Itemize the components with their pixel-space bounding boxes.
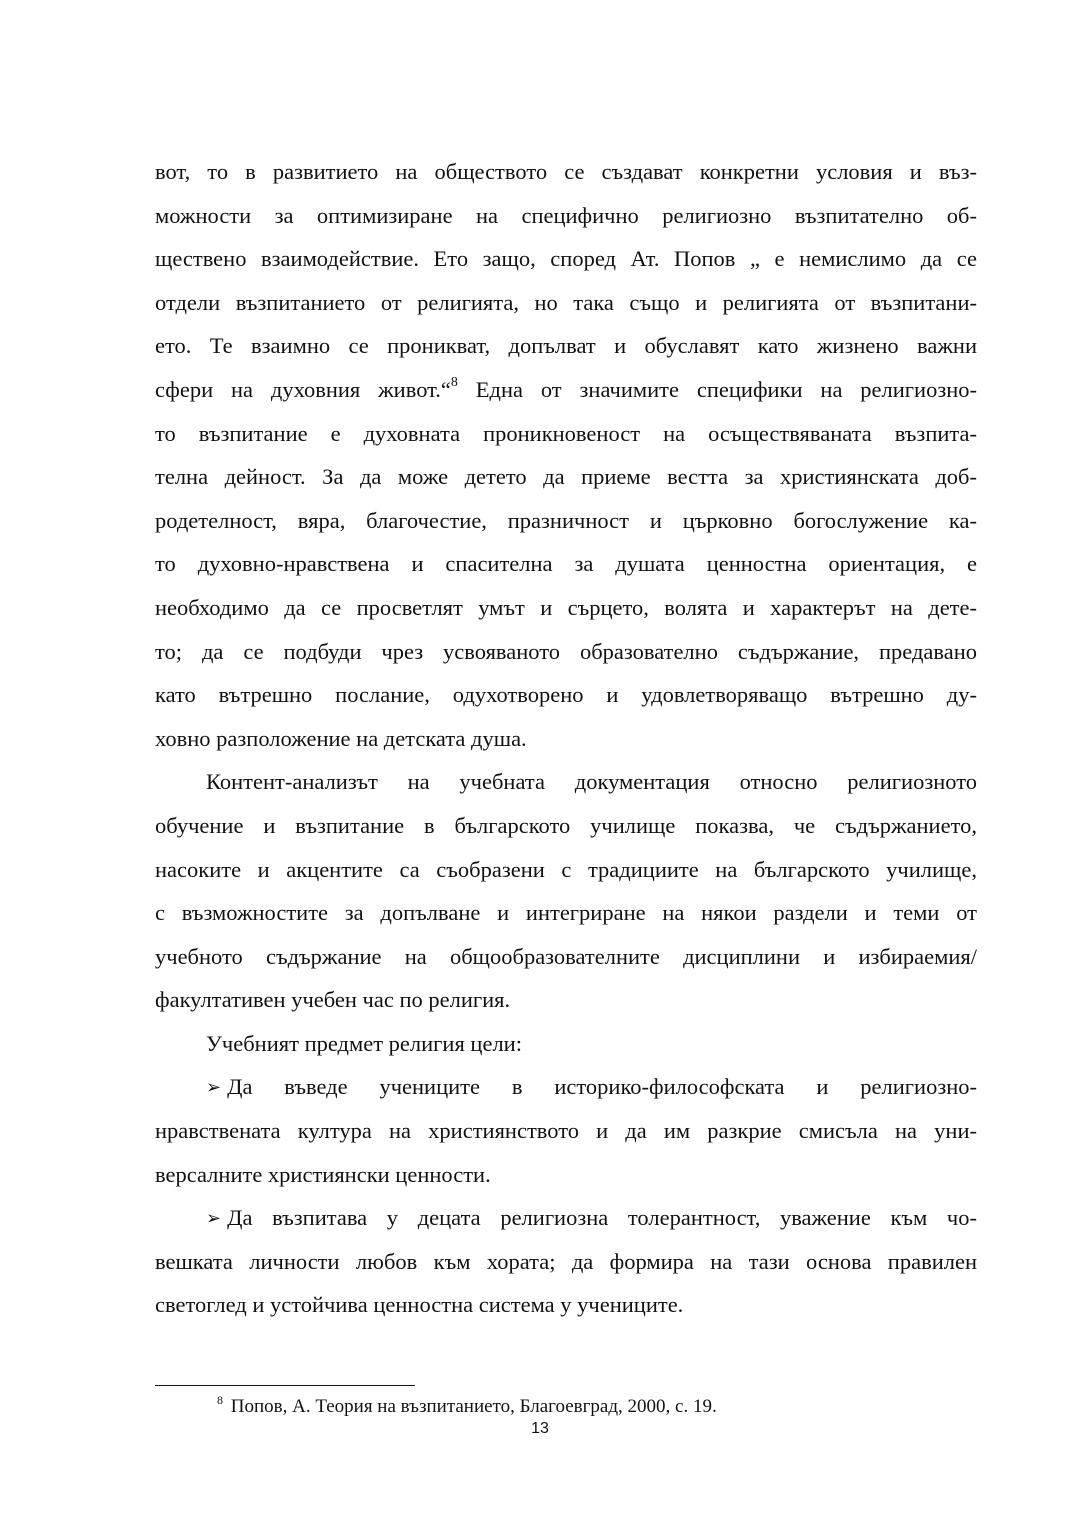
paragraph1-line-6 — [155, 368, 977, 412]
bullet-item-2-line-2: вешката личности любов към хората; да формира на тази основа правилен — [155, 1248, 977, 1274]
paragraph1-line-2: можности за оптимизиране на специфично религиозно възпитателно об- — [155, 202, 977, 228]
footnote — [217, 1394, 717, 1420]
paragraph2-line-2: обучение и възпитание в българското училище показва, че съдържанието, — [155, 812, 977, 838]
body-text — [155, 150, 977, 1327]
paragraph1-line-1: вот, то в развитието на обществото се създават конкретни условия и въз- — [155, 159, 977, 184]
footnote-text: Попов, А. Теория на възпитанието, Благоевград, 2000, с. 19. — [226, 1396, 717, 1417]
page-number: 13 — [531, 1420, 549, 1437]
paragraph1-line-5: ето. Те взаимно се проникват, допълват и обуславят като жизнено важни — [155, 333, 977, 359]
sentence-start-text: Една от значимите специфики на религиозно- — [457, 376, 977, 402]
paragraph1-line-3: ществено взаимодействие. Ето защо, според Ат. Попов „ е немислимо да се — [155, 246, 977, 272]
quote-end-text: сфери на духовния живот.“ — [155, 376, 451, 402]
paragraph1-line-11: необходимо да се просветлят умът и сърцето, волята и характерът на дете- — [155, 594, 977, 620]
paragraph1-line-10: то духовно-нравствена и спасителна за душата ценностна ориентация, е — [155, 551, 977, 577]
paragraph2-line-1: Контент-анализът на учебната документация относно религиозното — [206, 769, 977, 795]
paragraph3: Учебният предмет религия цели: — [206, 1030, 522, 1056]
bullet-item-1-line-3: версалните християнски ценности. — [155, 1161, 491, 1187]
paragraph1-line-14: ховно разположение на детската душа. — [155, 725, 527, 751]
paragraph1-line-13: като вътрешно послание, одухотворено и удовлетворяващо вътрешно ду- — [155, 682, 977, 708]
footnote-separator — [155, 1385, 415, 1386]
bullet-item-1-text: Да въведе учениците в историко-философската и религиозно- — [227, 1074, 977, 1100]
bullet-arrow-icon: ➢ — [206, 1208, 222, 1229]
bullet-item-2-line-1 — [155, 1196, 977, 1240]
bullet-arrow-icon: ➢ — [206, 1077, 222, 1098]
footnote-marker: 8 — [217, 1392, 223, 1407]
bullet-item-2-text: Да възпитава у децата религиозна толерантност, уважение към чо- — [227, 1205, 977, 1231]
paragraph1-line-4: отдели възпитанието от религията, но така също и религията от възпитани- — [155, 289, 977, 315]
paragraph2-line-5: учебното съдържание на общообразователните дисциплини и избираемия/ — [155, 943, 977, 969]
paragraph2-line-6: факултативен учебен час по религия. — [155, 987, 511, 1013]
bullet-item-2-line-3: светоглед и устойчива ценностна система у учениците. — [155, 1292, 684, 1318]
paragraph2-line-4: с възможностите за допълване и интегриране на някои раздели и теми от — [155, 900, 977, 926]
bullet-item-1-line-2: нравствената култура на християнството и да им разкрие смисъла на уни- — [155, 1118, 977, 1144]
paragraph1-line-12: то; да се подбуди чрез усвояваното образователно съдържание, предавано — [155, 638, 977, 664]
paragraph1-line-9: родетелност, вяра, благочестие, празничност и църковно богослужение ка- — [155, 507, 977, 533]
paragraph1-line-7: то възпитание е духовната проникновеност на осъществяваната възпита- — [155, 420, 977, 446]
footnote-reference: 8 — [450, 375, 458, 391]
bullet-item-1-line-1 — [155, 1065, 977, 1109]
paragraph2-line-3: насоките и акцентите са съобразени с традициите на българското училище, — [155, 856, 977, 882]
paragraph1-line-8: телна дейност. За да може детето да приеме вестта за християнската доб- — [155, 464, 977, 490]
